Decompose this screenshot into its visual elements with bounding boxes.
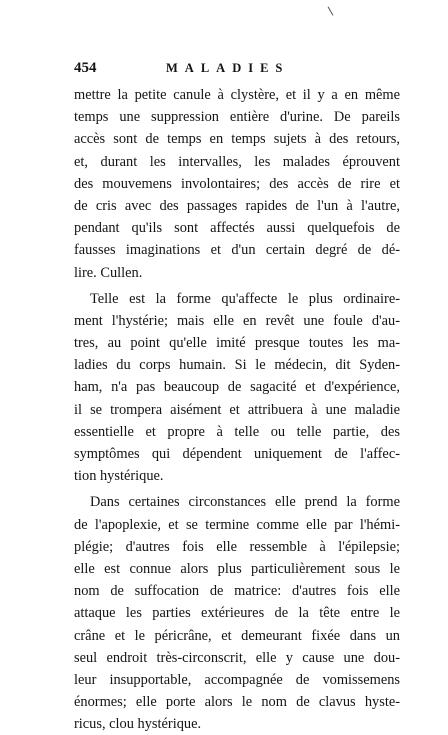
text-line: elle est connue alors plus particulièrement sous le — [74, 560, 400, 577]
paragraph-2 — [74, 288, 400, 488]
text-line: symptômes qui dépendent uniquement de l'affec- — [74, 446, 400, 462]
text-line: plégie; d'autres fois elle ressemble à l'épilepsie; — [74, 538, 400, 555]
text-line: Dans certaines circonstances elle prend la forme — [90, 494, 400, 511]
text-line: crâne et le péricrâne, et demeurant fixée dans un — [74, 627, 400, 644]
paragraph-1 — [74, 84, 400, 284]
text-line: des mouvemens involontaires; des accès de rire et — [74, 175, 400, 192]
text-line: de cris avec des passages rapides de l'un à l'autre, — [74, 197, 400, 214]
text-line: Telle est la forme qu'affecte le plus ordinaire- — [90, 290, 400, 307]
text-line: nom de suffocation de matrice: d'autres fois elle — [74, 583, 400, 600]
text-line: ment l'hystérie; mais elle en revêt une foule d'au- — [74, 312, 400, 329]
text-line: et, durant les intervalles, les malades éprouvent — [74, 153, 400, 170]
text-line: lire. Cullen. — [74, 264, 143, 281]
text-line: pendant qu'ils sont affectés aussi quelquefois de — [74, 220, 400, 237]
text-line: fausses imaginations et d'un certain degré de dé- — [74, 242, 400, 259]
body-text — [74, 84, 400, 735]
text-line: essentielle et propre à telle ou telle partie, des — [74, 423, 400, 440]
page-number: 454 — [74, 60, 97, 76]
text-line: tion hystérique. — [74, 468, 164, 485]
text-line: ladies du corps humain. Si le médecin, dit Syden- — [74, 357, 400, 374]
text-line: ricus, clou hystérique. — [74, 716, 202, 733]
text-line: il se trompera aisément et attribuera à une maladie — [74, 401, 400, 418]
text-line: seul endroit très-circonscrit, elle y cause une dou- — [74, 649, 400, 666]
text-line: ham, n'a pas beaucoup de sagacité et d'expérience, — [74, 379, 400, 396]
text-line: accès sont de temps en temps sujets à des retours, — [74, 131, 400, 148]
text-line: temps une suppression entière d'urine. De pareils — [74, 109, 400, 126]
text-line: leur insupportable, accompagnée de vomissemens — [74, 671, 400, 688]
page-header — [74, 60, 400, 80]
text-line: de l'apoplexie, et se termine comme elle par l'hémi- — [74, 516, 400, 533]
text-line: énormes; elle porte alors le nom de clavus hyste- — [74, 694, 400, 711]
running-title: MALADIES — [166, 61, 290, 75]
paragraph-3 — [74, 491, 400, 735]
stray-ink-mark — [328, 6, 334, 15]
text-line: attaque les parties extérieures de la tête entre le — [74, 605, 400, 622]
text-line: mettre la petite canule à clystère, et il y a en même — [74, 87, 400, 103]
text-line: tres, au point qu'elle imité presque toutes les ma- — [74, 335, 400, 352]
